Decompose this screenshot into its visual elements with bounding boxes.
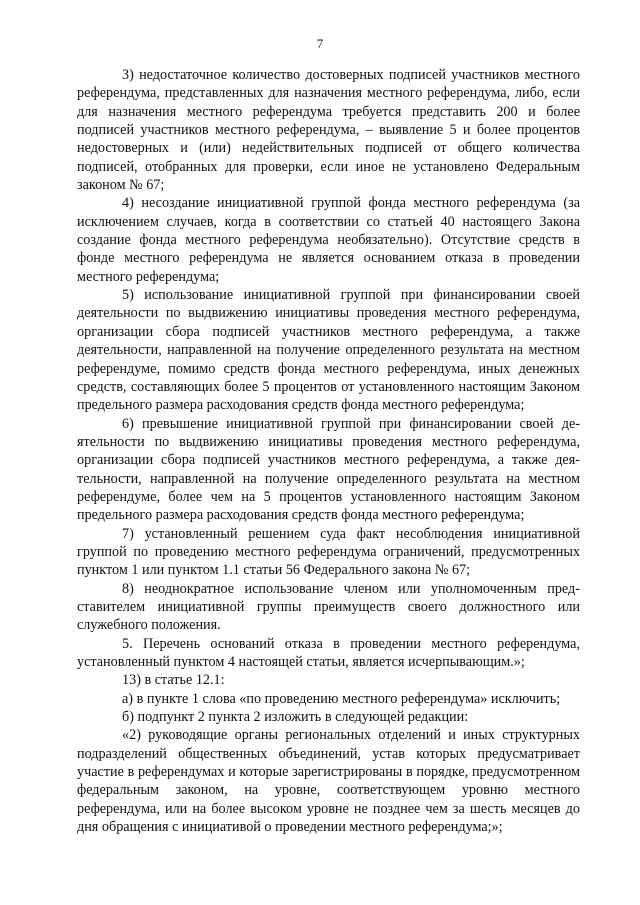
- paragraph-subitem-a: а) в пункте 1 слова «по проведению местного референдума» исключить;: [122, 690, 561, 707]
- paragraph-article-12-1: 13) в статье 12.1:: [122, 672, 225, 689]
- paragraph-point-5: 5. Перечень оснований отказа в проведении местного референдума, установленный пунктом 4 настоящей статьи, является исчерпывающим.»;: [77, 635, 580, 670]
- document-body: [77, 66, 580, 836]
- paragraph-item-8: 8) неоднократное использование членом или уполномоченным представителем инициативной группы преимуществ своего должностного или служебного положения.: [77, 580, 580, 634]
- paragraph-item-5: 5) использование инициативной группой при финансировании своей деятельности по выдвижению инициативы проведения местного референдума, организации сбора подписей участников местного референдума, а также деятельности, направленной на получение определенного результата на местном референдуме, помимо средств фонда местного референдума, иных денежных средств, составляющих более 5 процентов от установленного настоящим Законом предельного размера расходования средств фонда местного референдума;: [77, 287, 580, 414]
- paragraph-subitem-b: б) подпункт 2 пункта 2 изложить в следующей редакции:: [122, 709, 469, 726]
- page-number: 7: [316, 37, 324, 51]
- paragraph-quoted-item-2: «2) руководящие органы региональных отделений и иных структурных подразделений общественных объединений, устав которых предусматривает участие в референдумах и которые зарегистрированы в порядке, предусмотренном федеральным законом, на уровне, соответствующем уровню местного референдума, или на более высоком уровне не позднее чем за шесть месяцев до дня обращения с инициативой о проведении местного референдума;»;: [77, 727, 580, 836]
- paragraph-item-6: 6) превышение инициативной группой при финансировании своей деятельности по выдвижению инициативы проведения местного референдума, организации сбора подписей участников местного референдума, а также деятельности, направленной на получение определенного результата на местном референдуме, более чем на 5 процентов установленного настоящим Законом предельного размера расходования средств фонда местного референдума;: [77, 415, 580, 524]
- paragraph-item-3: 3) недостаточное количество достоверных подписей участников местного референдума, представленных для назначения местного референдума, либо, если для назначения местного референдума требуется представить 200 и более подписей участников местного референдума, – выявление 5 и более процентов недостоверных и (или) недействительных подписей от общего количества подписей, отобранных для проверки, если иное не установлено Федеральным законом № 67;: [77, 67, 580, 194]
- paragraph-item-4: 4) несоздание инициативной группой фонда местного референдума (за исключением случаев, когда в соответствии со статьей 40 настоящего Закона создание фонда местного референдума необязательно). Отсутствие средств в фонде местного референдума не является основанием отказа в проведении местного референдума;: [77, 195, 580, 285]
- paragraph-item-7: 7) установленный решением суда факт несоблюдения инициативной группой по проведению местного референдума ограничений, предусмотренных пунктом 1 или пунктом 1.1 статьи 56 Федерального закона № 67;: [77, 525, 580, 579]
